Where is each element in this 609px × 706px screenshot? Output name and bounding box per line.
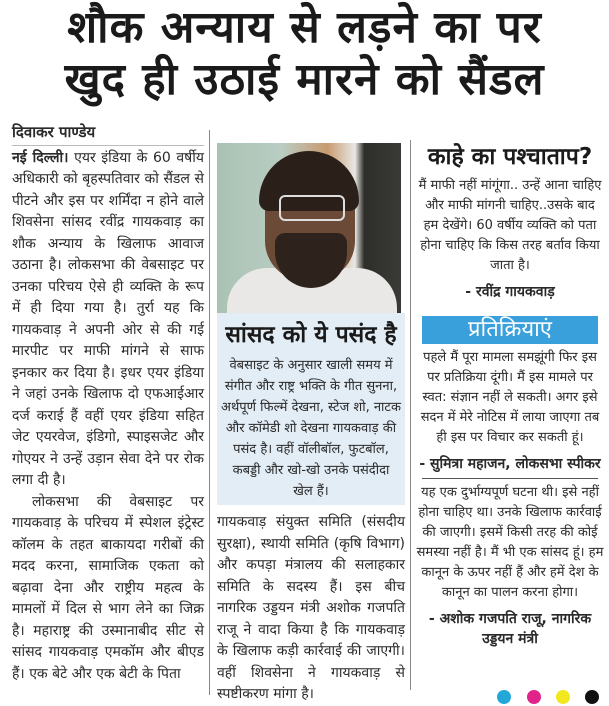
- attribution-raju: - अशोक गजपति राजू, नागरिक उड्डयन मंत्री: [428, 611, 592, 647]
- headline: [0, 2, 609, 106]
- headline-line-2: खुद ही उठाई मारने को सैंडल: [64, 54, 545, 105]
- column-divider: [410, 140, 411, 690]
- headline-line-1: शौक अन्याय से लड़ने का पर: [67, 2, 542, 53]
- article-para-2: लोकसभा की वेबसाइट पर गायकवाड़ के परिचय में स्पेशल इंट्रेस्ट कॉलम के तहत बाकायदा गरीबों की मदद करना, सामाजिक एकता को बढ़ावा देना और राष्ट्रीय महत्व के मामलों में दिल से भाग लेने का जिक्र है। महाराष्ट्र की उस्मानाबीद सीट से सांसद गायकवाड़ एमकॉम और बीएड हैं। एक बेटे और एक बेटी के पिता: [12, 493, 204, 682]
- dateline: नई दिल्ली।: [12, 149, 69, 166]
- attribution-mahajan: - सुमित्रा महाजन, लोकसभा स्पीकर: [419, 456, 601, 472]
- article-para-1-text: एयर इंडिया के 60 वर्षीय अधिकारी को बृहस्पतिवार को सैंडल से पीटने और इस पर शर्मिंदा न होने वाले शिवसेना सांसद रवींद्र गायकवाड़ का शौक अन्याय के खिलाफ आवाज उठाना है। लोकसभा की वेबसाइट पर उनका परिचय ऐसे ही व्यक्ति के रूप में ही दिया गया है। तुर्रा यह कि गायकवाड़ ने अपनी ओर से की गई मारपीट पर माफी मांगने से साफ इनकार कर दिया है। इधर एयर इंडिया ने जहां उनके खिलाफ दो एफआईआर दर्ज कराई हैं वहीं एयर इंडिया सहित जेट एयरवेज, इंडिगो, स्पाइसजेट और गोएयर ने उन्हें उड़ान सेवा देने पर रोक लगा दी है।: [12, 149, 204, 488]
- attribution-gaikwad: - रवींद्र गायकवाड़: [465, 284, 555, 300]
- regret-heading: काहे का पश्चाताप?: [427, 144, 593, 170]
- likes-box-body: वेबसाइट के अनुसार खाली समय में संगीत और राष्ट्र भक्ति के गीत सुनना, अर्थपूर्ण फिल्में देखना, स्टेज शो, नाटक और कॉमेडी शो देखना गायकवाड़ की पसंद है। वहीं वॉलीबॉल, फुटबॉल, कबड्डी और खो-खो उनके पसंदीदा खेल हैं।: [221, 358, 401, 499]
- registration-mark-magenta: [527, 690, 541, 704]
- registration-mark-black: [585, 690, 599, 704]
- likes-box-title: सांसद को ये पसंद है: [225, 322, 397, 348]
- mp-photo: [217, 143, 401, 313]
- quote-mahajan: पहले मैं पूरा मामला समझूंगी फिर इस पर प्रतिक्रिया दूंगी। मैं इस मामले पर स्वत: संज्ञान नहीं ले सकती। अगर इसे सदन में मेरे नोटिस में लाया जाएगा तब ही इस पर विचार कर सकती हूं।: [420, 350, 600, 445]
- article-column-left: [12, 122, 204, 685]
- byline: दिवाकर पाण्डेय: [12, 122, 204, 146]
- registration-mark-yellow: [556, 690, 570, 704]
- likes-box: [217, 313, 405, 505]
- reactions-column: [416, 142, 604, 649]
- registration-mark-cyan: [497, 690, 511, 704]
- article-column-middle: [217, 512, 405, 706]
- divider: [422, 478, 598, 479]
- reactions-banner: प्रतिक्रियाएं: [422, 316, 598, 344]
- article-para-1: [12, 148, 204, 492]
- column-divider: [209, 130, 210, 695]
- quote-gaikwad: मैं माफी नहीं मांगूंगा.. उन्हें आना चाहिए और माफी मांगनी चाहिए..उसके बाद हम देखेंगे। 60 वर्षीय व्यक्ति को पता होना चाहिए कि किस तरह बर्ताव किया जाता है।: [418, 178, 602, 273]
- quote-raju: यह एक दुर्भाग्यपूर्ण घटना थी। इसे नहीं होना चाहिए था। उनके खिलाफ कार्रवाई की जाएगी। इसमें किसी तरह की कोई समस्या नहीं है। मैं भी एक सांसद हूं। हम कानून के ऊपर नहीं हैं और हमें देश के कानून का पालन करना होगा।: [416, 485, 604, 600]
- article-para-3: गायकवाड़ संयुक्त समिति (संसदीय सुरक्षा), स्थायी समिति (कृषि विभाग) और कपड़ा मंत्रालय की सलाहकार समिति के सदस्य हैं। इस बीच नागरिक उड्डयन मंत्री अशोक गजपति राजू ने वादा किया है कि गायकवाड़ के खिलाफ कड़ी कार्रवाई की जाएगी। वहीं शिवसेना ने गायकवाड़ से स्पष्टीकरण मांगा है।: [217, 514, 405, 702]
